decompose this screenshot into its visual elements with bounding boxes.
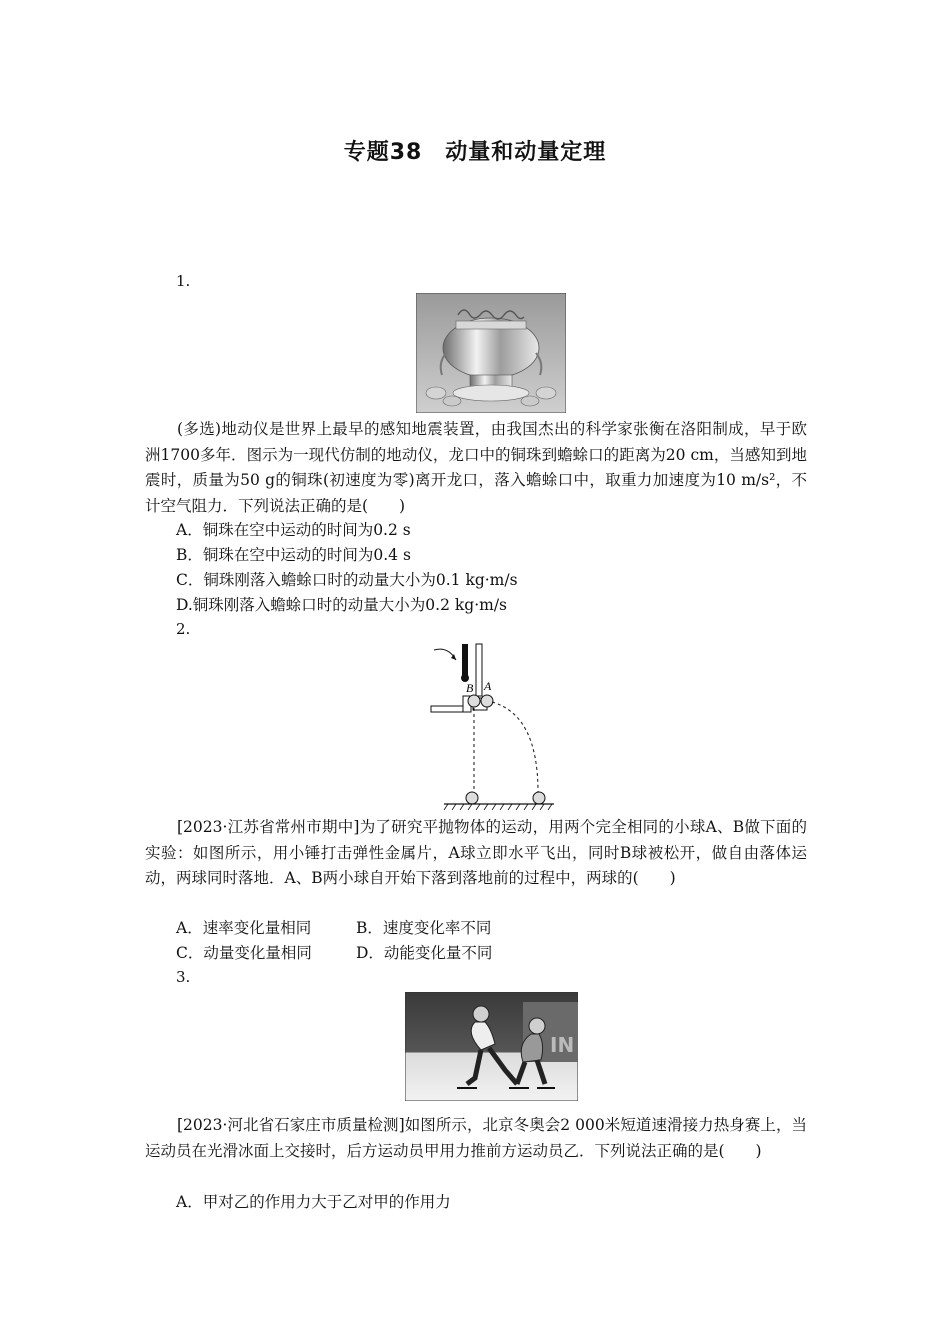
question-3-option-a: A．甲对乙的作用力大于乙对甲的作用力 [176,1193,451,1211]
question-1-option-c: C．铜珠刚落入蟾蜍口时的动量大小为0.1 kg·m/s [176,571,518,589]
question-1-option-d: D.铜珠刚落入蟾蜍口时的动量大小为0.2 kg·m/s [176,596,507,614]
seismograph-photo-icon [416,293,566,413]
question-1-option-a: A．铜珠在空中运动的时间为0.2 s [176,521,411,539]
ball-b-label: B [466,681,474,695]
question-2-option-a: A．速率变化量相同 [176,919,312,937]
question-2-option-d: D．动能变化量不同 [356,944,493,962]
question-2-stem: [2023·江苏省常州市期中]为了研究平抛物体的运动，用两个完全相同的小球A、B做下面的实验：如图所示，用小锤打击弹性金属片，A球立即水平飞出，同时B球被松开，做自由落体运动，两球同时落地．A、B两小球自开始下落到落地前的过程中，两球的( ) [145,818,807,887]
question-2-number: 2. [176,620,191,638]
question-1-number: 1. [176,272,191,290]
speed-skating-photo [405,992,578,1101]
photo-banner-text: IN [550,1033,575,1057]
question-1-option-b: B．铜珠在空中运动的时间为0.4 s [176,546,411,564]
question-2-option-c: C．动量变化量相同 [176,944,312,962]
page-title: 专题38 动量和动量定理 [343,140,607,165]
projectile-experiment-diagram-icon [428,640,568,812]
projectile-experiment-diagram [428,640,568,812]
question-2-option-b: B．速度变化率不同 [356,919,492,937]
ball-a-label: A [484,679,492,693]
question-3-stem: [2023·河北省石家庄市质量检测]如图所示，北京冬奥会2 000米短道速滑接力热身赛上，当运动员在光滑冰面上交接时，后方运动员甲用力推前方运动员乙．下列说法正确的是( ) [145,1116,807,1160]
seismograph-photo [416,293,566,413]
speed-skating-photo-icon [405,992,578,1101]
question-3-number: 3. [176,968,191,986]
question-1-stem: (多选)地动仪是世界上最早的感知地震装置，由我国杰出的科学家张衡在洛阳制成，早于欧洲1700多年．图示为一现代仿制的地动仪，龙口中的铜珠到蟾蜍口的距离为20 cm，当感知到地震时，质量为50 g的铜珠(初速度为零)离开龙口，落入蟾蜍口中，取重力加速度为10 m/s²，不计空气阻力．下列说法正确的是( ) [145,420,807,515]
